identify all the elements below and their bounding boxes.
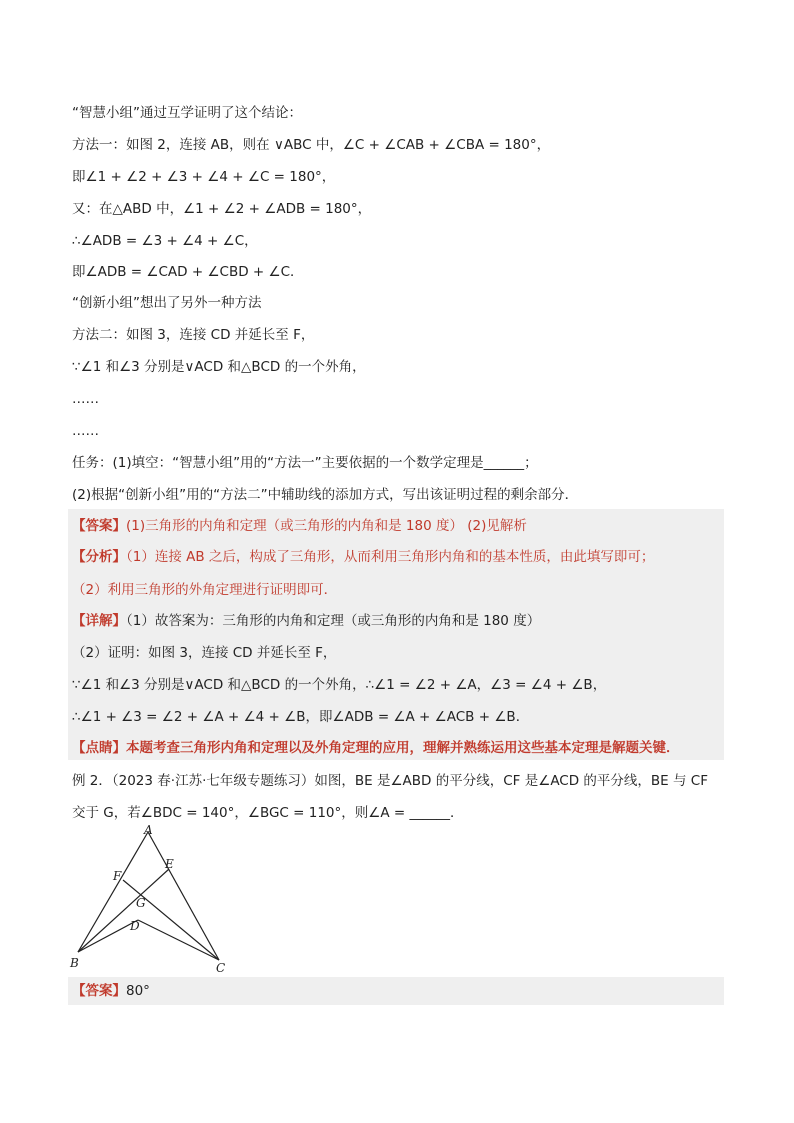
segment-ac — [148, 832, 219, 960]
answer-tag: 【答案】 — [72, 518, 126, 534]
text-line: 方法二：如图 3，连接 CD 并延长至 F， — [72, 327, 315, 343]
text-line: ∴∠ADB = ∠3 + ∠4 + ∠C， — [72, 233, 258, 249]
example2-answer-block — [68, 977, 724, 1005]
text-line: (2)根据“创新小组”用的“方法二”中辅助线的添加方式，写出该证明过程的剩余部分． — [72, 487, 579, 503]
label-g: G — [136, 896, 146, 910]
example2-answer-tag: 【答案】 — [72, 983, 126, 999]
segment-be — [78, 869, 169, 952]
text-line: …… — [72, 391, 99, 407]
label-f: F — [113, 869, 122, 883]
comment-line — [72, 738, 680, 758]
text-line: 即∠ADB = ∠CAD + ∠CBD + ∠C． — [72, 264, 304, 280]
text-line: 任务：(1)填空：“智慧小组”用的“方法一”主要依据的一个数学定理是______； — [72, 455, 538, 471]
analysis-tag: 【分析】 — [72, 549, 126, 565]
text-line: “创新小组”想出了另外一种方法 — [72, 295, 262, 311]
example2-line-1: 例 2．（2023 春·江苏·七年级专题练习）如图，BE 是∠ABD 的平分线，CF 是∠ACD 的平分线，BE 与 CF — [72, 773, 708, 789]
analysis-text-2: （2）利用三角形的外角定理进行证明即可． — [72, 582, 338, 598]
text-line: …… — [72, 423, 99, 439]
detail-line — [72, 611, 540, 631]
text-line: 即∠1 + ∠2 + ∠3 + ∠4 + ∠C = 180°， — [72, 169, 336, 185]
detail-tag: 【详解】 — [72, 613, 126, 629]
example2-answer-value: 80° — [126, 983, 150, 999]
analysis-line — [72, 547, 654, 567]
text-line: 又：在△ABD 中，∠1 + ∠2 + ∠ADB = 180°， — [72, 201, 372, 217]
detail-line-2: （2）证明：如图 3，连接 CD 并延长至 F， — [72, 645, 337, 661]
analysis-line-2 — [72, 580, 337, 600]
label-c: C — [216, 961, 226, 975]
text-line: 方法一：如图 2，连接 AB，则在 ∨ABC 中，∠C + ∠CAB + ∠CBA = 180°， — [72, 137, 551, 153]
detail-text: （1）故答案为：三角形的内角和定理（或三角形的内角和是 180 度） — [126, 613, 541, 629]
label-a: A — [144, 823, 153, 837]
analysis-text: （1）连接 AB 之后，构成了三角形，从而利用三角形内角和的基本性质，由此填写即可； — [126, 549, 655, 565]
detail-line-3: ∵∠1 和∠3 分别是∨ACD 和△BCD 的一个外角，∴∠1 = ∠2 + ∠A，∠3 = ∠4 + ∠B， — [72, 677, 607, 693]
label-b: B — [70, 956, 79, 970]
detail-line-4: ∴∠1 + ∠3 = ∠2 + ∠A + ∠4 + ∠B，即∠ADB = ∠A + ∠ACB + ∠B． — [72, 709, 530, 725]
text-line: “智慧小组”通过互学证明了这个结论： — [72, 105, 302, 121]
example2-line-2: 交于 G，若∠BDC = 140°，∠BGC = 110°，则∠A = ______． — [72, 805, 464, 821]
triangle-figure — [66, 822, 246, 978]
comment-tag: 【点睛】 — [72, 740, 126, 756]
answer-line — [72, 516, 527, 536]
label-e: E — [165, 857, 174, 871]
answer-text: (1)三角形的内角和定理（或三角形的内角和是 180 度） (2)见解析 — [126, 518, 527, 534]
comment-text: 本题考查三角形内角和定理以及外角定理的应用，理解并熟练运用这些基本定理是解题关键． — [126, 740, 680, 756]
label-d: D — [130, 919, 140, 933]
text-line: ∵∠1 和∠3 分别是∨ACD 和△BCD 的一个外角， — [72, 359, 366, 375]
example2-answer-line — [72, 981, 150, 1001]
